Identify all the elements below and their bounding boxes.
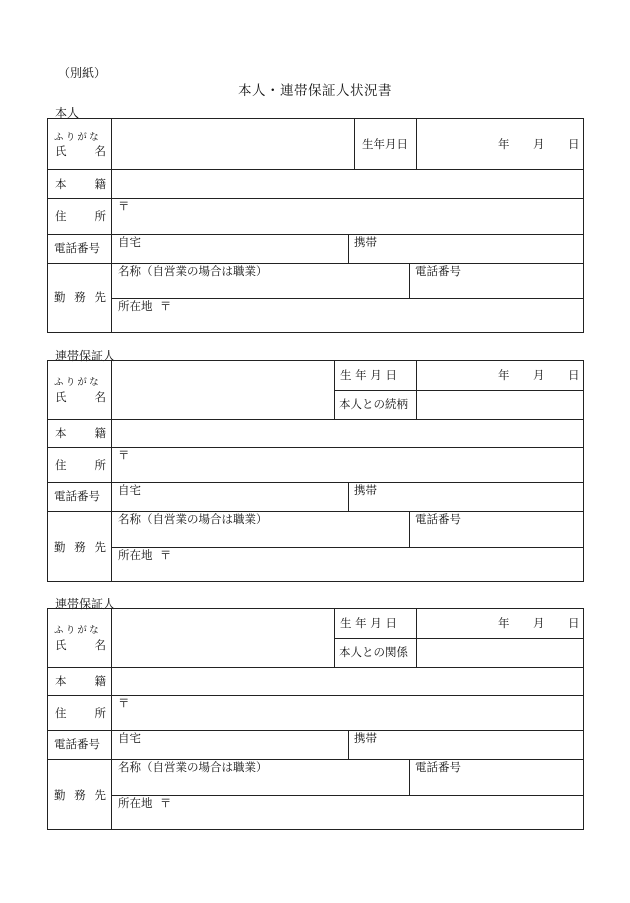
home-phone-label: 自宅 [118, 731, 141, 745]
day-label: 日 [568, 616, 580, 630]
month-label: 月 [533, 368, 545, 382]
month-label: 月 [533, 137, 545, 151]
month-label: 月 [533, 616, 545, 630]
mobile-phone-input[interactable] [349, 235, 583, 263]
domicile-label: 本 籍 [55, 674, 106, 688]
location-label: 所在地 〒 [118, 299, 172, 313]
name-input[interactable] [112, 609, 334, 667]
workplace-label: 勤 務 先 [54, 788, 106, 802]
work-phone-label: 電話番号 [415, 760, 461, 774]
address-label: 住 所 [55, 209, 106, 223]
relationship-input[interactable] [417, 391, 583, 419]
guarantor-2-table [47, 608, 584, 830]
principal-table [47, 118, 584, 333]
work-phone-input[interactable] [410, 512, 583, 547]
name-input[interactable] [112, 119, 354, 169]
work-phone-input[interactable] [410, 264, 583, 298]
mobile-phone-label: 携帯 [354, 731, 377, 745]
employer-label: 名称（自営業の場合は職業） [118, 264, 268, 278]
work-phone-label: 電話番号 [415, 264, 461, 278]
relationship-input[interactable] [417, 639, 583, 667]
address-label: 住 所 [55, 706, 106, 720]
year-label: 年 [498, 368, 510, 382]
name-input[interactable] [112, 361, 334, 419]
location-input[interactable] [112, 299, 583, 333]
mobile-phone-input[interactable] [349, 483, 583, 511]
mobile-phone-label: 携帯 [354, 235, 377, 249]
section-label-principal: 本人 [55, 106, 80, 120]
domicile-input[interactable] [112, 420, 583, 447]
section-label-guarantor-1: 連帯保証人 [55, 349, 116, 363]
furigana-label: ふりがな [54, 377, 101, 388]
name-label: 氏 名 [55, 390, 106, 404]
dob-label: 生年月日 [362, 137, 408, 151]
employer-input[interactable] [112, 264, 409, 298]
name-label: 氏 名 [55, 144, 106, 158]
guarantor-1-table [47, 360, 584, 582]
phone-label: 電話番号 [54, 489, 100, 503]
domicile-label: 本 籍 [55, 177, 106, 191]
postal-mark: 〒 [118, 448, 130, 462]
location-input[interactable] [112, 796, 583, 830]
year-label: 年 [498, 616, 510, 630]
section-label-guarantor-2: 連帯保証人 [55, 597, 116, 611]
location-input[interactable] [112, 548, 583, 582]
mobile-phone-input[interactable] [349, 731, 583, 759]
dob-label: 生 年 月 日 [340, 368, 397, 382]
employer-label: 名称（自営業の場合は職業） [118, 760, 268, 774]
home-phone-label: 自宅 [118, 235, 141, 249]
location-label: 所在地 〒 [118, 548, 172, 562]
mobile-phone-label: 携帯 [354, 483, 377, 497]
name-label: 氏 名 [55, 638, 106, 652]
workplace-label: 勤 務 先 [54, 540, 106, 554]
home-phone-input[interactable] [112, 731, 348, 759]
phone-label: 電話番号 [54, 737, 100, 751]
address-input[interactable] [112, 199, 583, 234]
furigana-label: ふりがな [54, 132, 101, 143]
relationship-label: 本人との続柄 [339, 397, 408, 411]
postal-mark: 〒 [118, 199, 130, 213]
address-label: 住 所 [55, 458, 106, 472]
home-phone-label: 自宅 [118, 483, 141, 497]
employer-input[interactable] [112, 760, 409, 795]
attachment-note: （別紙） [58, 66, 107, 80]
employer-label: 名称（自営業の場合は職業） [118, 512, 268, 526]
furigana-label: ふりがな [54, 625, 101, 636]
dob-label: 生 年 月 日 [340, 616, 397, 630]
location-label: 所在地 〒 [118, 796, 172, 810]
home-phone-input[interactable] [112, 483, 348, 511]
domicile-input[interactable] [112, 668, 583, 695]
address-input[interactable] [112, 696, 583, 730]
phone-label: 電話番号 [54, 241, 100, 255]
work-phone-label: 電話番号 [415, 512, 461, 526]
work-phone-input[interactable] [410, 760, 583, 795]
domicile-input[interactable] [112, 170, 583, 198]
year-label: 年 [498, 137, 510, 151]
postal-mark: 〒 [118, 696, 130, 710]
day-label: 日 [568, 137, 580, 151]
form-title: 本人・連帯保証人状況書 [238, 83, 392, 99]
day-label: 日 [568, 368, 580, 382]
employer-input[interactable] [112, 512, 409, 547]
domicile-label: 本 籍 [55, 426, 106, 440]
address-input[interactable] [112, 448, 583, 482]
workplace-label: 勤 務 先 [54, 290, 106, 304]
home-phone-input[interactable] [112, 235, 348, 263]
relationship-label: 本人との関係 [339, 645, 408, 659]
